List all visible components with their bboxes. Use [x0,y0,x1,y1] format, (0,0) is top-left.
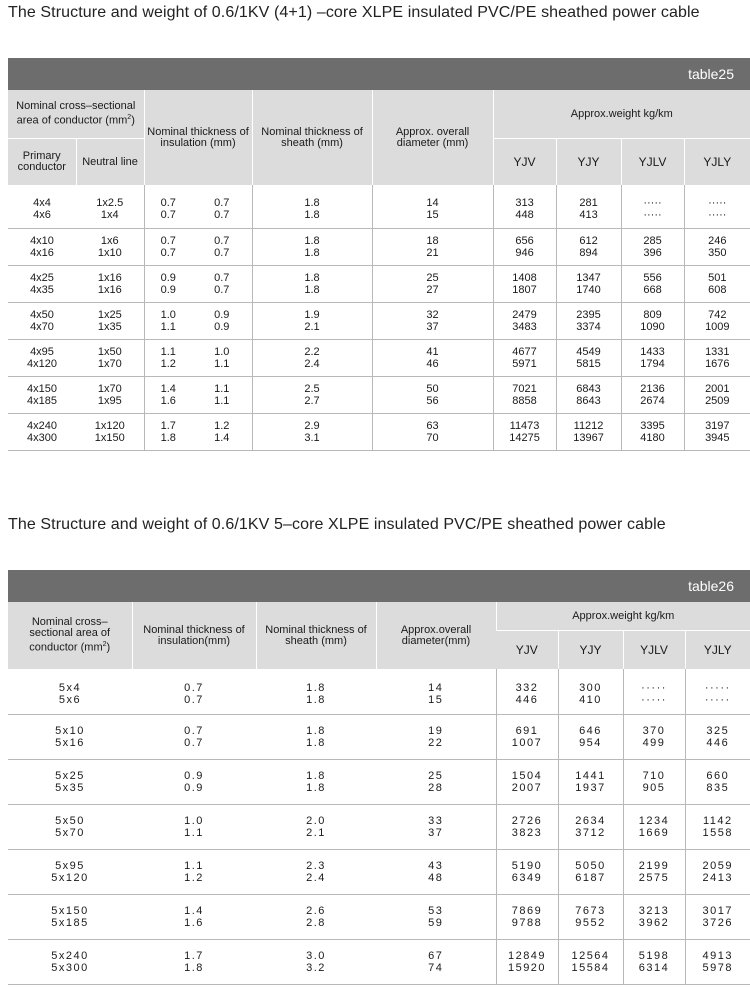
cell-neutral: 1x16 1x16 [76,265,144,302]
cell-insulation-neutral: 1.1 1.1 [192,376,252,413]
cell-size: 5x10 5x16 [8,714,132,759]
cell-yjly: 3197 3945 [684,413,750,450]
cell-yjv: 2726 3823 [496,804,558,849]
cell-yjy: 281 413 [556,185,621,228]
cell-yjly: 501 608 [684,265,750,302]
cell-sheath: 2.2 2.4 [252,339,372,376]
cell-yjv: 1408 1807 [493,265,556,302]
cell-yjly: 1331 1676 [684,339,750,376]
header-yjv: YJV [493,139,556,186]
cell-diameter: 25 28 [376,759,496,804]
cell-yjy: 11212 13967 [556,413,621,450]
cell-yjy: 2395 3374 [556,302,621,339]
cell-insulation-neutral: 0.7 0.7 [192,265,252,302]
cell-yjy: 2634 3712 [558,804,623,849]
cell-yjy: 1441 1937 [558,759,623,804]
cell-sheath: 2.5 2.7 [252,376,372,413]
cell-neutral: 1x70 1x95 [76,376,144,413]
cell-yjy: 12564 15584 [558,939,623,984]
table26-label-band [8,570,750,602]
cell-diameter: 18 21 [372,228,493,265]
cell-insulation-primary: 1.1 1.2 [144,339,192,376]
cell-yjlv: 285 396 [621,228,684,265]
header-sheath: Nominal thickness of sheath (mm) [252,90,372,185]
cell-diameter: 19 22 [376,714,496,759]
cell-yjlv: 556 668 [621,265,684,302]
header-weight: Approx.weight kg/km [493,90,750,139]
table25-title: The Structure and weight of 0.6/1KV (4+1) –core XLPE insulated PVC/PE sheathed power cable [8,4,700,21]
cell-insulation: 1.7 1.8 [132,939,256,984]
table-row [8,759,750,804]
cell-sheath: 1.8 1.8 [252,228,372,265]
cell-yjlv: 710 905 [623,759,685,804]
header-yjv: YJV [496,631,558,670]
cell-size: 5x4 5x6 [8,669,132,714]
cell-yjlv: 2199 2575 [623,849,685,894]
cell-primary: 4x4 4x6 [8,185,76,228]
table26 [8,602,750,985]
cell-primary: 4x95 4x120 [8,339,76,376]
cell-yjly: 3017 3726 [685,894,750,939]
cell-insulation: 0.7 0.7 [132,714,256,759]
table-row [8,376,750,413]
cell-yjv: 7021 8858 [493,376,556,413]
header-diameter: Approx. overall diameter (mm) [372,90,493,185]
cell-yjy: 300 410 [558,669,623,714]
cell-insulation-primary: 1.4 1.6 [144,376,192,413]
table25 [8,90,750,451]
table-row [8,228,750,265]
cell-yjv: 11473 14275 [493,413,556,450]
header-diameter: Approx.overall diameter(mm) [376,602,496,669]
cell-diameter: 63 70 [372,413,493,450]
cell-sheath: 1.8 1.8 [252,185,372,228]
cell-diameter: 67 74 [376,939,496,984]
cell-insulation: 0.9 0.9 [132,759,256,804]
cell-diameter: 25 27 [372,265,493,302]
cell-yjlv: 1433 1794 [621,339,684,376]
cell-yjy: 1347 1740 [556,265,621,302]
cell-primary: 4x25 4x35 [8,265,76,302]
cell-yjy: 4549 5815 [556,339,621,376]
header-yjlv: YJLV [621,139,684,186]
table-row [8,939,750,984]
cell-yjly: 2001 2509 [684,376,750,413]
cell-diameter: 50 56 [372,376,493,413]
cell-yjv: 2479 3483 [493,302,556,339]
cell-diameter: 32 37 [372,302,493,339]
cell-neutral: 1x25 1x35 [76,302,144,339]
cell-yjly: 246 350 [684,228,750,265]
cell-insulation-neutral: 0.9 0.9 [192,302,252,339]
cell-size: 5x240 5x300 [8,939,132,984]
header-yjy: YJY [558,631,623,670]
cell-yjly: 325 446 [685,714,750,759]
cell-yjv: 12849 15920 [496,939,558,984]
cell-sheath: 2.0 2.1 [256,804,376,849]
cell-sheath: 2.6 2.8 [256,894,376,939]
cell-yjv: 5190 6349 [496,849,558,894]
cell-size: 5x150 5x185 [8,894,132,939]
header-sheath: Nominal thickness of sheath (mm) [256,602,376,669]
cell-insulation: 0.7 0.7 [132,669,256,714]
cell-insulation-neutral: 1.0 1.1 [192,339,252,376]
cell-insulation-primary: 1.7 1.8 [144,413,192,450]
header-cross-section: Nominal cross– sectional area of conductor $(mm^2)$ [8,602,132,669]
table-row [8,339,750,376]
table26-label: table26 [688,578,734,594]
header-insulation: Nominal thickness of insulation(mm) [132,602,256,669]
header-yjly: YJLY [685,631,750,670]
cell-yjv: 1504 2007 [496,759,558,804]
table-row [8,894,750,939]
cell-sheath: 1.8 1.8 [256,759,376,804]
table25-label-band [8,58,750,90]
cell-size: 5x25 5x35 [8,759,132,804]
table-row [8,669,750,714]
header-yjly: YJLY [684,139,750,186]
cell-primary: 4x150 4x185 [8,376,76,413]
cell-sheath: 3.0 3.2 [256,939,376,984]
cell-insulation-primary: 1.0 1.1 [144,302,192,339]
table26-title: The Structure and weight of 0.6/1KV 5–core XLPE insulated PVC/PE sheathed power cable [8,516,666,533]
cell-yjlv: ····· ····· [621,185,684,228]
cell-diameter: 41 46 [372,339,493,376]
cell-sheath: 2.3 2.4 [256,849,376,894]
cell-insulation-neutral: 0.7 0.7 [192,228,252,265]
cell-sheath: 1.8 1.8 [256,669,376,714]
cell-neutral: 1x6 1x10 [76,228,144,265]
table-row [8,849,750,894]
table-row [8,804,750,849]
cell-diameter: 14 15 [376,669,496,714]
cell-insulation-primary: 0.7 0.7 [144,185,192,228]
header-yjy: YJY [556,139,621,186]
header-neutral-line: Neutral line [76,139,144,186]
cell-sheath: 1.8 1.8 [252,265,372,302]
cell-sheath: 1.9 2.1 [252,302,372,339]
cell-yjv: 7869 9788 [496,894,558,939]
cell-insulation-neutral: 1.2 1.4 [192,413,252,450]
cell-yjy: 612 894 [556,228,621,265]
cell-yjlv: 2136 2674 [621,376,684,413]
cell-yjlv: ····· ····· [623,669,685,714]
cell-yjy: 5050 6187 [558,849,623,894]
cell-neutral: 1x50 1x70 [76,339,144,376]
header-insulation: Nominal thickness of insulation (mm) [144,90,252,185]
cell-yjv: 4677 5971 [493,339,556,376]
cell-diameter: 43 48 [376,849,496,894]
cell-yjly: 660 835 [685,759,750,804]
cell-yjlv: 3395 4180 [621,413,684,450]
cell-sheath: 2.9 3.1 [252,413,372,450]
cell-yjlv: 1234 1669 [623,804,685,849]
table-row [8,265,750,302]
cell-yjly: ····· ····· [684,185,750,228]
table25-label: table25 [688,66,734,82]
cell-yjlv: 3213 3962 [623,894,685,939]
cell-yjy: 6843 8643 [556,376,621,413]
cell-yjv: 656 946 [493,228,556,265]
header-cross-section: Nominal cross–sectional area of conductor $(mm^2)$ [8,90,144,139]
table-row [8,413,750,450]
table-row [8,185,750,228]
table-row [8,302,750,339]
cell-insulation: 1.4 1.6 [132,894,256,939]
cell-diameter: 14 15 [372,185,493,228]
table-row [8,714,750,759]
cell-yjy: 646 954 [558,714,623,759]
cell-yjlv: 809 1090 [621,302,684,339]
cell-insulation-primary: 0.7 0.7 [144,228,192,265]
cell-neutral: 1x120 1x150 [76,413,144,450]
cell-primary: 4x240 4x300 [8,413,76,450]
header-yjlv: YJLV [623,631,685,670]
cell-yjv: 332 446 [496,669,558,714]
cell-diameter: 33 37 [376,804,496,849]
cell-yjly: 4913 5978 [685,939,750,984]
cell-insulation: 1.1 1.2 [132,849,256,894]
cell-insulation: 1.0 1.1 [132,804,256,849]
cell-sheath: 1.8 1.8 [256,714,376,759]
cell-yjv: 691 1007 [496,714,558,759]
cell-insulation-neutral: 0.7 0.7 [192,185,252,228]
cell-yjly: ····· ····· [685,669,750,714]
cell-yjv: 313 448 [493,185,556,228]
cell-yjly: 1142 1558 [685,804,750,849]
cell-primary: 4x50 4x70 [8,302,76,339]
cell-yjly: 742 1009 [684,302,750,339]
cell-size: 5x95 5x120 [8,849,132,894]
cell-yjlv: 5198 6314 [623,939,685,984]
cell-diameter: 53 59 [376,894,496,939]
cell-neutral: 1x2.5 1x4 [76,185,144,228]
cell-insulation-primary: 0.9 0.9 [144,265,192,302]
cell-yjly: 2059 2413 [685,849,750,894]
cell-yjlv: 370 499 [623,714,685,759]
cell-primary: 4x10 4x16 [8,228,76,265]
header-primary-conductor: Primary conductor [8,139,76,186]
cell-yjy: 7673 9552 [558,894,623,939]
header-weight: Approx.weight kg/km [496,602,750,631]
cell-size: 5x50 5x70 [8,804,132,849]
